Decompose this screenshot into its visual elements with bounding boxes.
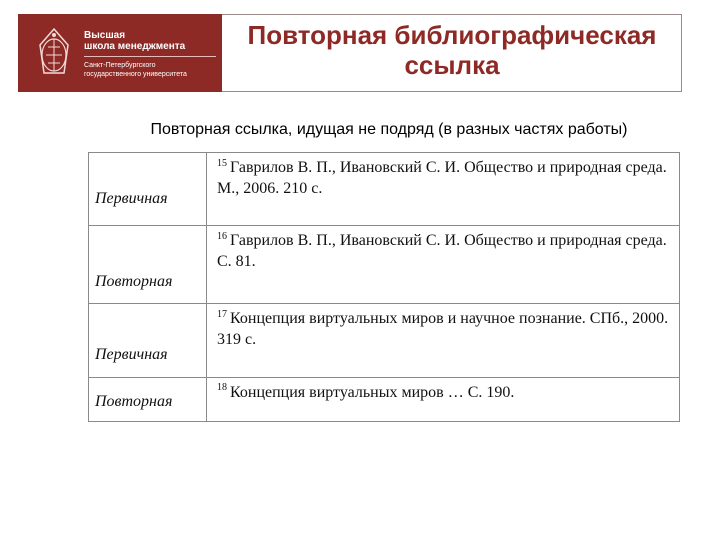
citation-text: Гаврилов В. П., Ивановский С. И. Общество и природная среда. С. 81. [217,232,667,271]
footnote-number: 16 [217,231,227,243]
logo-university [84,61,218,79]
citation-cell [207,226,680,304]
references-table [88,152,680,422]
citation-text: Концепция виртуальных миров и научное познание. СПб., 2000. 319 с. [217,310,669,349]
citation-cell [207,377,680,421]
citation-text: Концепция виртуальных миров … С. 190. [230,383,515,401]
logo-name-line2: школа менеджмента [84,41,186,52]
table-row [89,377,680,421]
logo-name [84,30,218,52]
subtitle: Повторная ссылка, идущая не подряд (в разных частях работы) [150,121,628,138]
crest-icon [34,27,74,79]
school-logo [18,14,222,92]
footnote-number: 18 [217,382,227,394]
citation-text: Гаврилов В. П., Ивановский С. И. Общество и природная среда. М., 2006. 210 с. [217,159,667,197]
citation-type: Первичная [89,304,207,377]
table-row [89,153,680,226]
footnote-number: 17 [217,308,227,320]
citation-type: Повторная [89,226,207,304]
table-row [89,304,680,377]
page-title-line2: ссылка [404,50,500,80]
citation-type: Первичная [89,153,207,226]
logo-univ-line2: государственного университета [84,71,187,78]
logo-name-line1: Высшая [84,30,126,41]
citation-cell [207,153,680,226]
logo-divider [84,56,216,57]
logo-univ-line1: Санкт-Петербургского [84,62,156,69]
table-row [89,226,680,304]
page-title [222,20,682,80]
page-title-line1: Повторная библиографическая [247,20,657,50]
citation-cell [207,304,680,377]
citation-type: Повторная [89,377,207,421]
footnote-number: 15 [217,157,227,169]
